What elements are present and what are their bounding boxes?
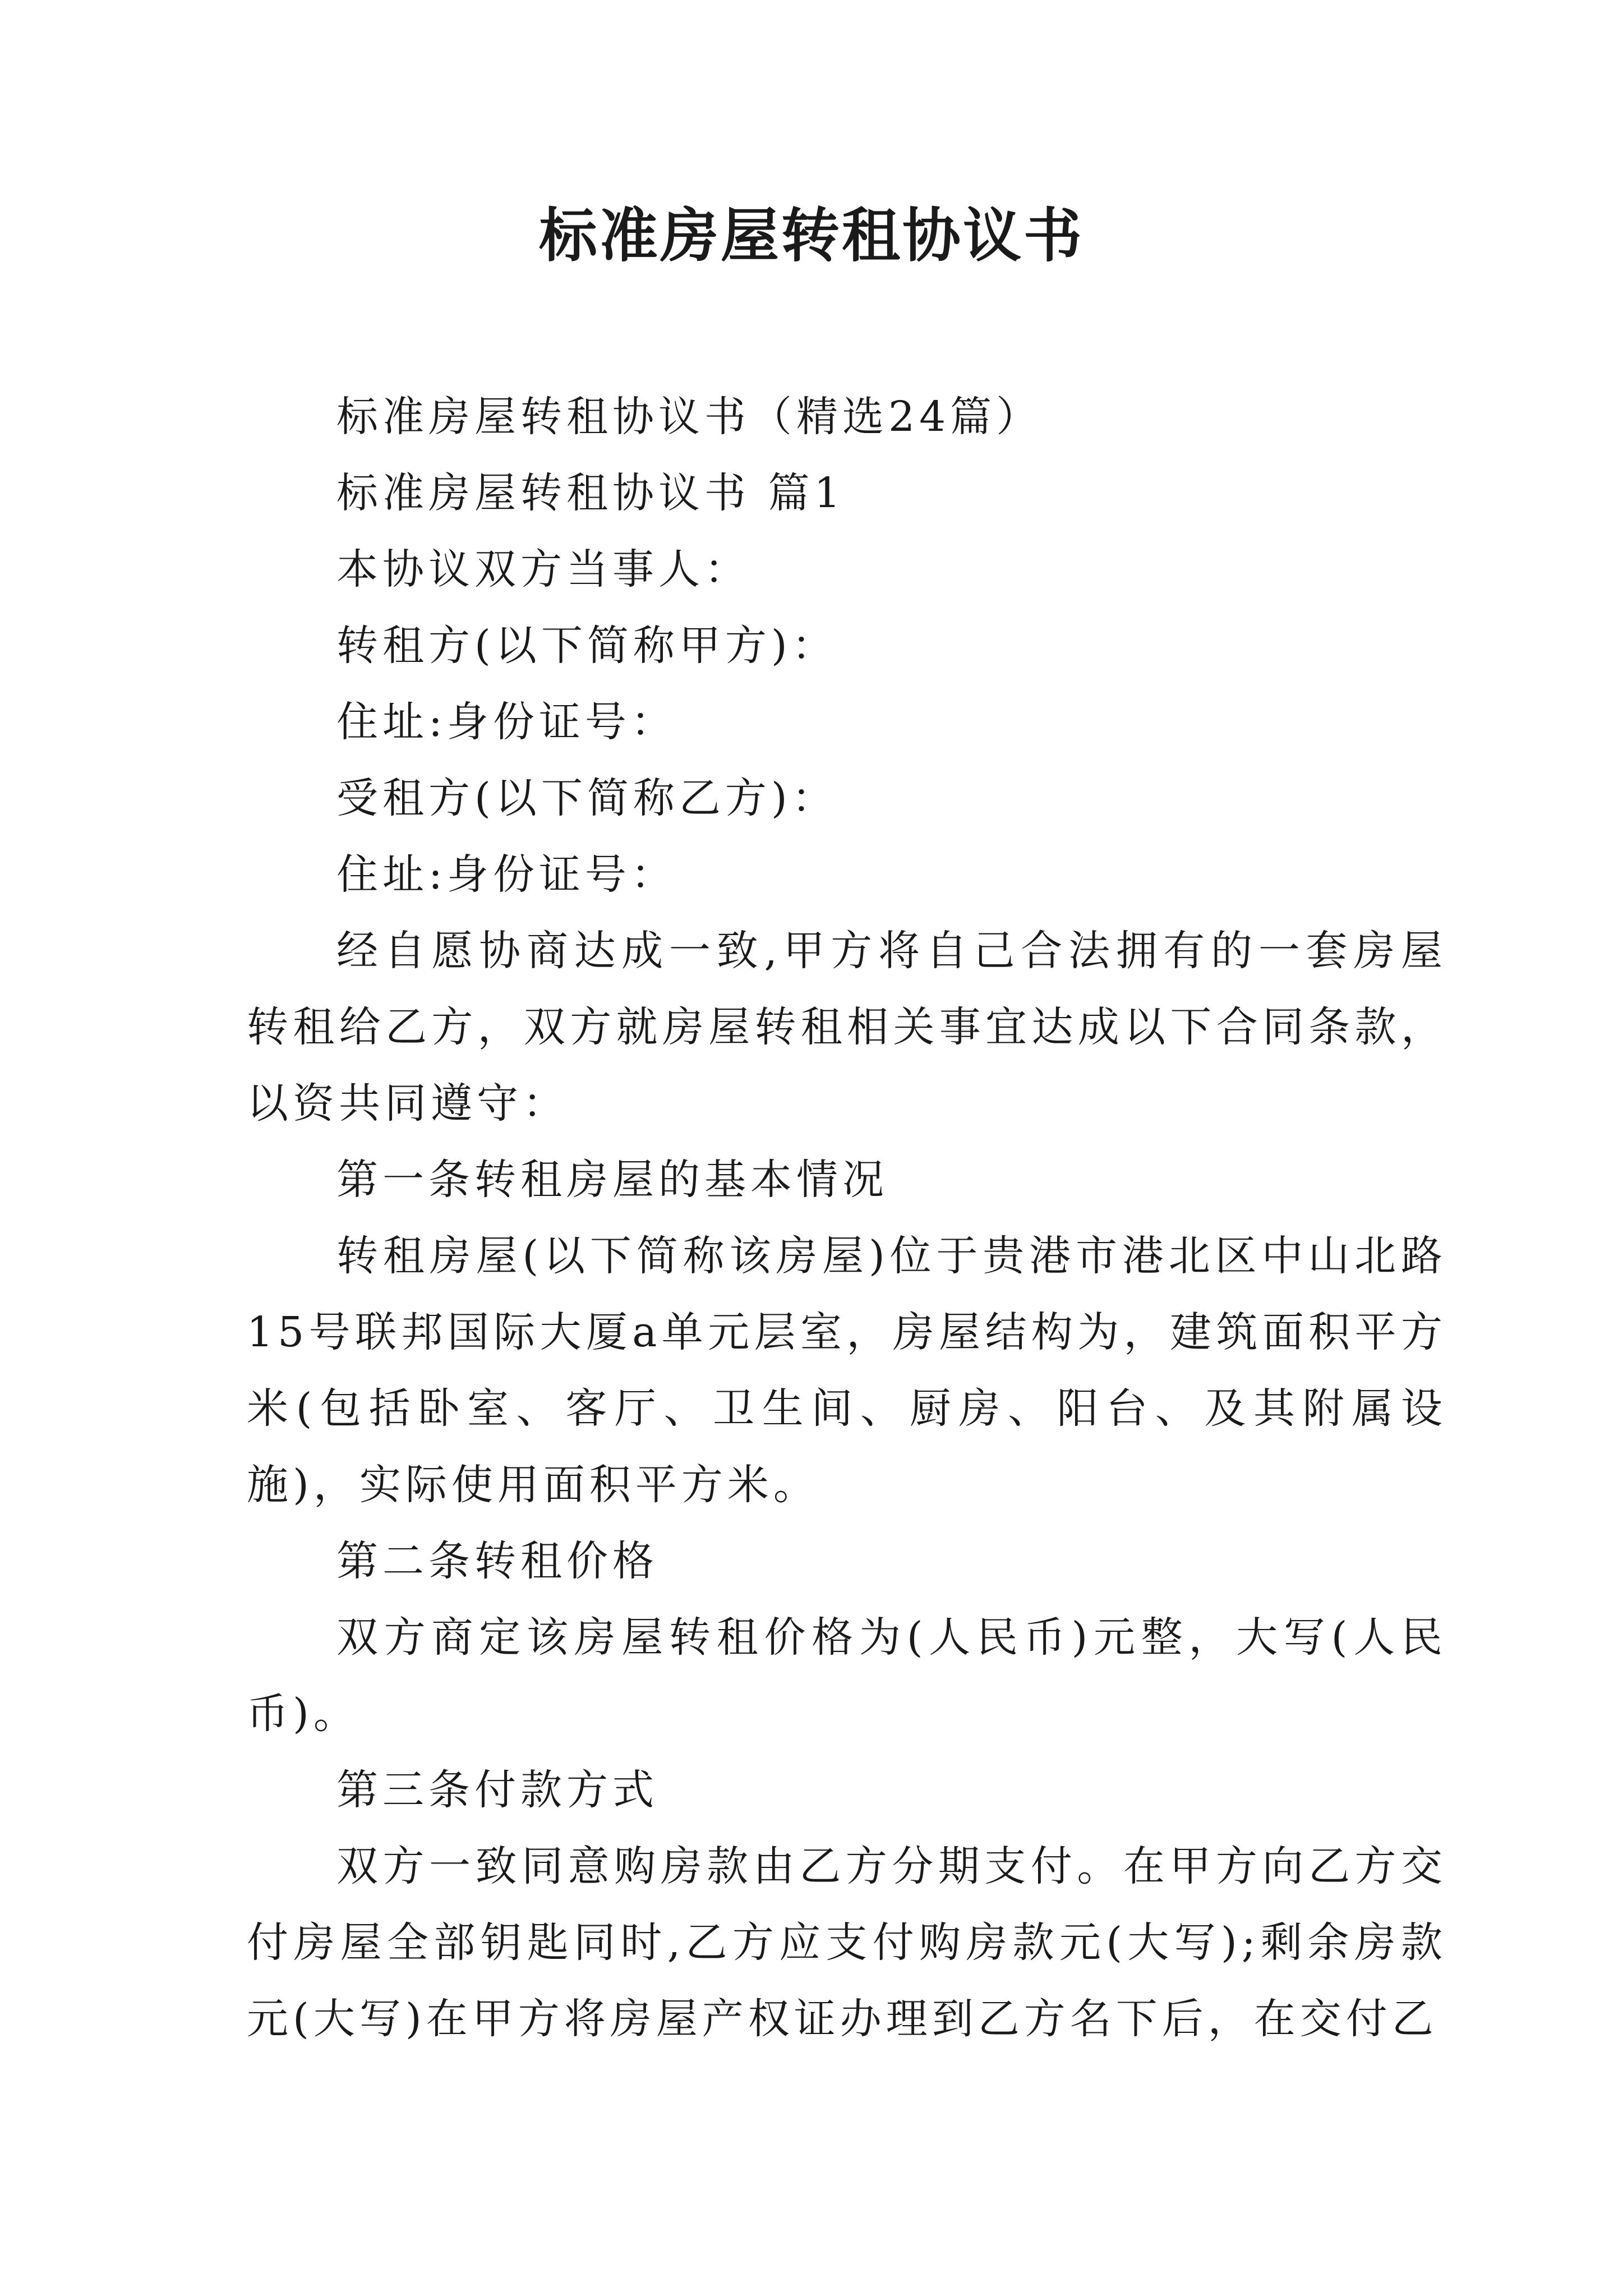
paragraph-section-heading: 标准房屋转租协议书 篇1 — [336, 469, 845, 517]
paragraph-party-b: 受租方(以下简称乙方)： — [336, 774, 838, 822]
paragraph-article-3-body: 双方一致同意购房款由乙方分期支付。在甲方向乙方交付房屋全部钥匙同时,乙方应支付购房款元(大写);剩余房款元(大写)在甲方将房屋产权证办理到乙方名下后，在交付乙 — [247, 1842, 1447, 2043]
paragraph-party-a-address: 住址:身份证号： — [336, 698, 677, 746]
paragraph-article-3-heading: 第三条付款方式 — [336, 1766, 658, 1814]
document-body — [247, 379, 1447, 2057]
paragraph-agreement-intro: 经自愿协商达成一致,甲方将自己合法拥有的一套房屋转租给乙方，双方就房屋转租相关事宜达成以下合同条款，以资共同遵守： — [247, 927, 1447, 1128]
paragraph-party-a: 转租方(以下简称甲方)： — [336, 622, 838, 670]
paragraph-article-2-heading: 第二条转租价格 — [336, 1537, 658, 1585]
document-title: 标准房屋转租协议书 — [538, 201, 1084, 270]
paragraph-parties-intro: 本协议双方当事人： — [336, 545, 750, 593]
paragraph-article-1-body: 转租房屋(以下简称该房屋)位于贵港市港北区中山北路15号联邦国际大厦a单元层室，房屋结构为，建筑面积平方米(包括卧室、客厅、卫生间、厨房、阳台、及其附属设施)，实际使用面积平方米。 — [247, 1232, 1447, 1509]
paragraph-party-b-address: 住址:身份证号： — [336, 850, 677, 899]
paragraph-article-2-body: 双方商定该房屋转租价格为(人民币)元整，大写(人民币)。 — [247, 1613, 1447, 1738]
paragraph-subtitle: 标准房屋转租协议书（精选24篇） — [336, 393, 1043, 441]
paragraph-article-1-heading: 第一条转租房屋的基本情况 — [336, 1156, 888, 1204]
